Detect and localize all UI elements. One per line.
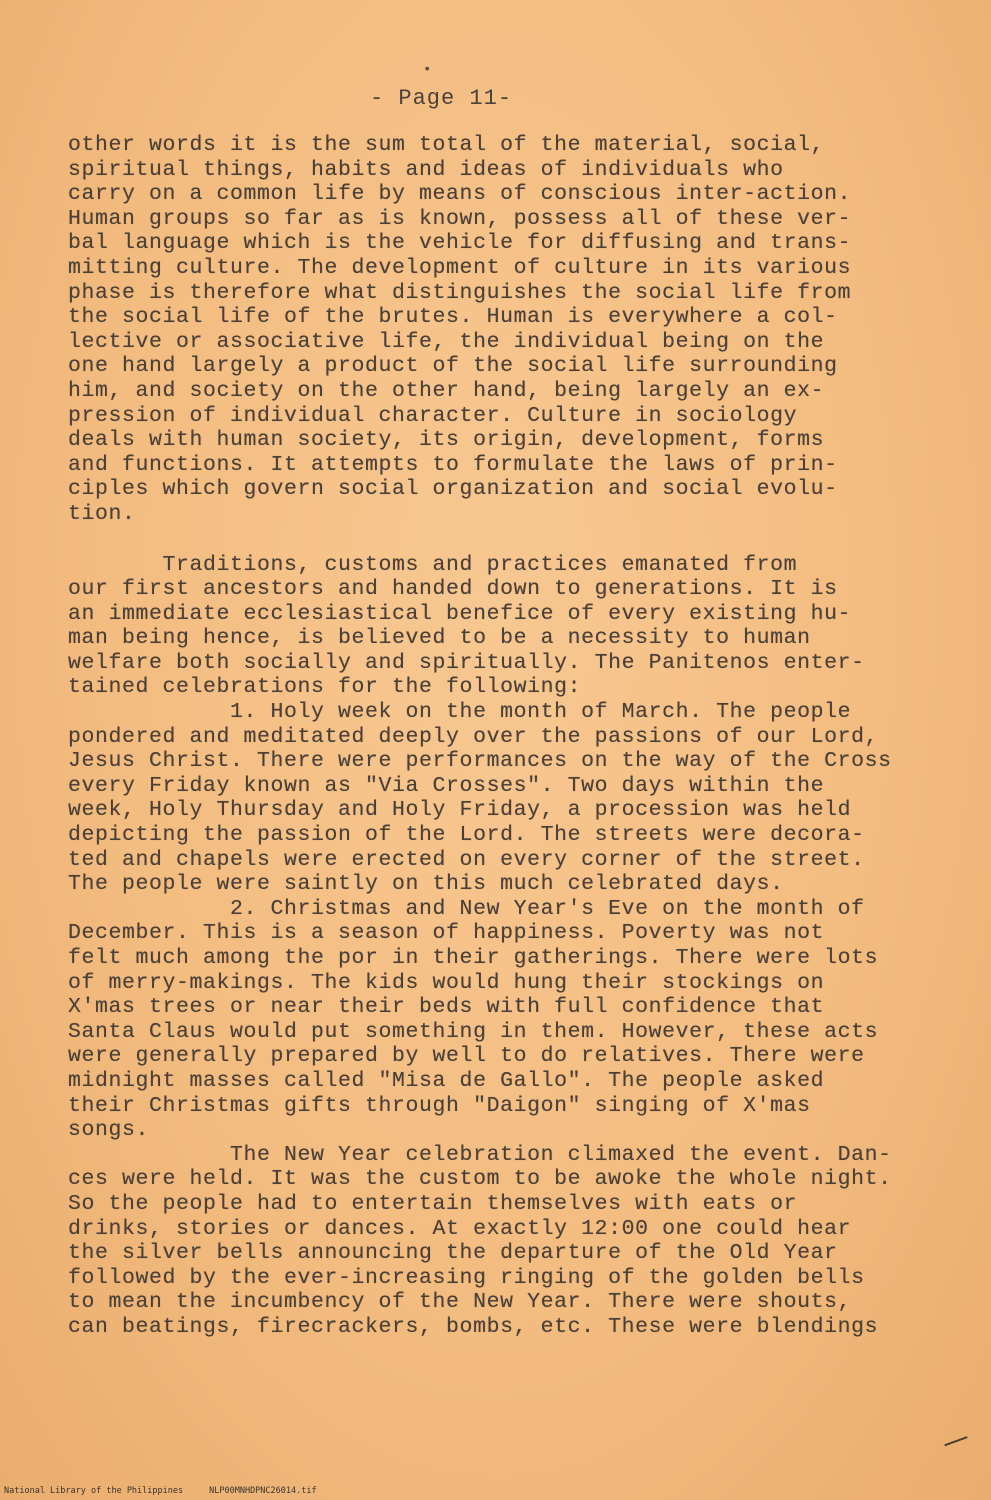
text-line: ted and chapels were erected on every corner of the street. (68, 847, 865, 872)
text-line: drinks, stories or dances. At exactly 12:00 one could hear (68, 1216, 852, 1241)
text-line: Human groups so far as is known, possess all of these ver- (68, 206, 852, 231)
top-mark: • (423, 62, 432, 78)
text-line: and functions. It attempts to formulate the laws of prin- (68, 452, 838, 477)
text-line: an immediate ecclesiastical benefice of every existing hu- (68, 601, 852, 626)
text-line: ces were held. It was the custom to be awoke the whole night. (68, 1167, 892, 1192)
page-header: - Page 11- (370, 86, 513, 111)
text-line: songs. (68, 1118, 150, 1143)
text-line: our first ancestors and handed down to generations. It is (68, 577, 838, 602)
text-line: carry on a common life by means of conscious inter-action. (68, 182, 852, 207)
text-line: midnight masses called "Misa de Gallo". The people asked (68, 1068, 825, 1093)
text-line: So the people had to entertain themselves with eats or (68, 1191, 798, 1216)
text-line: spiritual things, habits and ideas of individuals who (68, 157, 784, 182)
text-line: man being hence, is believed to be a necessity to human (68, 626, 811, 651)
text-line: the silver bells announcing the departure of the Old Year (68, 1241, 838, 1266)
body-text (68, 133, 948, 1340)
text-line: X'mas trees or near their beds with full confidence that (68, 995, 825, 1020)
text-line: deals with human society, its origin, development, forms (68, 428, 825, 453)
text-line: mitting culture. The development of culture in its various (68, 255, 852, 280)
paragraph-gap (68, 527, 948, 553)
text-line: The people were saintly on this much celebrated days. (68, 872, 784, 897)
text-line: pondered and meditated deeply over the passions of our Lord, (68, 724, 879, 749)
text-line: 1. Holy week on the month of March. The people (68, 700, 852, 725)
text-line: lective or associative life, the individual being on the (68, 329, 825, 354)
text-line: followed by the ever-increasing ringing of the golden bells (68, 1265, 865, 1290)
footer (4, 1486, 317, 1496)
text-line: week, Holy Thursday and Holy Friday, a procession was held (68, 798, 852, 823)
footer-library: National Library of the Philippines (4, 1486, 184, 1496)
text-line: depicting the passion of the Lord. The streets were decora- (68, 823, 865, 848)
pen-mark (944, 1436, 969, 1452)
text-line: phase is therefore what distinguishes the social life from (68, 280, 852, 305)
text-line: welfare both socially and spiritually. The Panitenos enter- (68, 650, 865, 675)
text-line: other words it is the sum total of the material, social, (68, 133, 825, 157)
text-line: to mean the incumbency of the New Year. There were shouts, (68, 1290, 852, 1315)
text-line: Jesus Christ. There were performances on the way of the Cross (68, 749, 892, 774)
text-line: bal language which is the vehicle for diffusing and trans- (68, 231, 852, 256)
text-line: 2. Christmas and New Year's Eve on the month of (68, 896, 865, 921)
text-line: one hand largely a product of the social life surrounding (68, 354, 838, 379)
text-line: Santa Claus would put something in them. However, these acts (68, 1019, 879, 1044)
text-line: can beatings, firecrackers, bombs, etc. These were blendings (68, 1314, 879, 1339)
text-line: pression of individual character. Culture in sociology (68, 403, 798, 428)
text-line: tained celebrations for the following: (68, 675, 582, 700)
text-line: were generally prepared by well to do relatives. There were (68, 1044, 865, 1069)
text-line: the social life of the brutes. Human is everywhere a col- (68, 305, 838, 330)
text-line: December. This is a season of happiness. Poverty was not (68, 921, 825, 946)
text-line: tion. (68, 501, 136, 526)
footer-filename: NLP00MNHDPNC26014.tif (209, 1486, 317, 1496)
text-line: The New Year celebration climaxed the event. Dan- (68, 1142, 892, 1167)
text-line: him, and society on the other hand, being largely an ex- (68, 378, 825, 403)
text-line: every Friday known as "Via Crosses". Two days within the (68, 773, 825, 798)
text-line: of merry-makings. The kids would hung their stockings on (68, 970, 825, 995)
text-line: Traditions, customs and practices emanated from (68, 552, 798, 577)
text-line: their Christmas gifts through "Daigon" singing of X'mas (68, 1093, 811, 1118)
text-line: felt much among the por in their gatherings. There were lots (68, 946, 879, 970)
text-line: ciples which govern social organization and social evolu- (68, 477, 838, 502)
